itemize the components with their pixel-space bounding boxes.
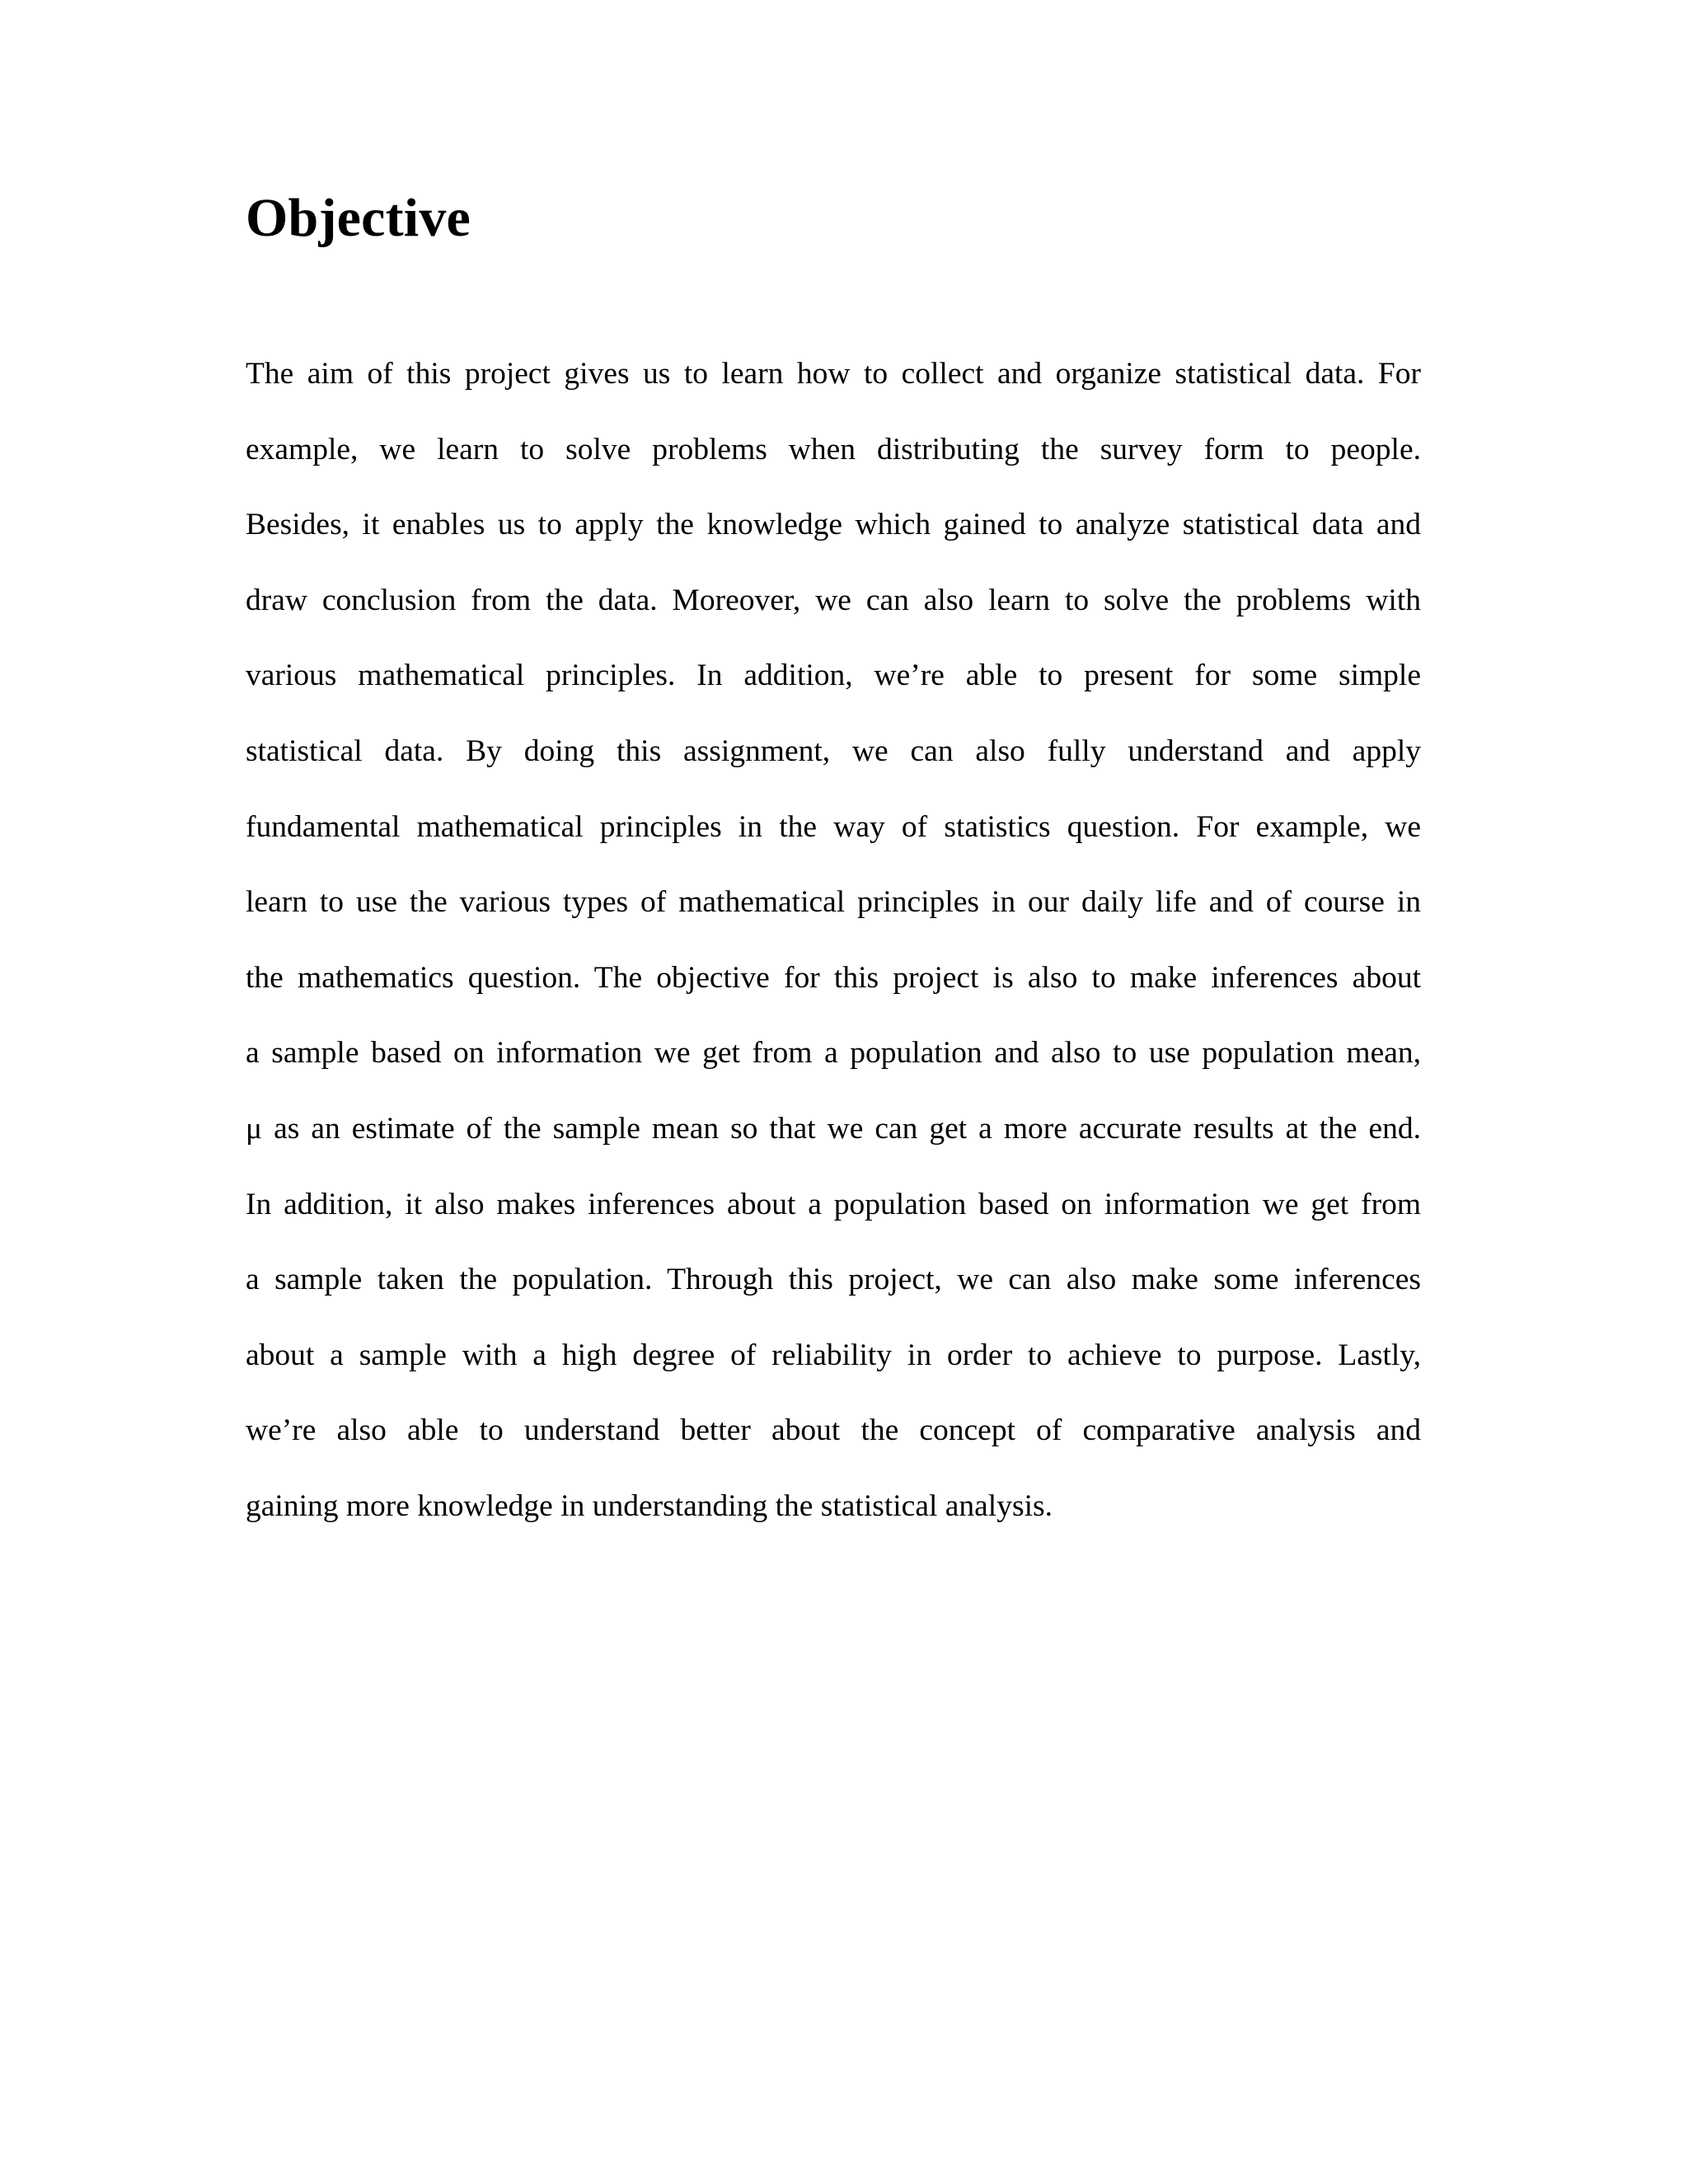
- objective-paragraph: [246, 344, 1421, 1553]
- paragraph-line: gaining more knowledge in understanding the statistical analysis.: [246, 1488, 1053, 1523]
- paragraph-line: μ as an estimate of the sample mean so that we can get a more accurate results at the end.: [246, 1111, 1421, 1146]
- paragraph-line: the mathematics question. The objective for this project is also to make inferences about: [246, 960, 1421, 995]
- paragraph-line: we’re also able to understand better about the concept of comparative analysis and: [246, 1413, 1421, 1448]
- paragraph-line: Besides, it enables us to apply the knowledge which gained to analyze statistical data and: [246, 508, 1421, 542]
- paragraph-line: a sample taken the population. Through this project, we can also make some inferences: [246, 1263, 1421, 1297]
- paragraph-line: draw conclusion from the data. Moreover, we can also learn to solve the problems with: [246, 583, 1421, 617]
- paragraph-line: fundamental mathematical principles in the way of statistics question. For example, we: [246, 809, 1421, 844]
- paragraph-line: various mathematical principles. In addition, we’re able to present for some simple: [246, 658, 1421, 693]
- paragraph-line: The aim of this project gives us to learn how to collect and organize statistical data. For: [246, 357, 1421, 391]
- paragraph-line: a sample based on information we get from a population and also to use population mean,: [246, 1036, 1421, 1071]
- paragraph-line: statistical data. By doing this assignment, we can also fully understand and apply: [246, 733, 1421, 768]
- paragraph-line: about a sample with a high degree of reliability in order to achieve to purpose. Lastly,: [246, 1338, 1421, 1372]
- page-title: Objective: [246, 188, 471, 248]
- paragraph-line: example, we learn to solve problems when distributing the survey form to people.: [246, 432, 1421, 466]
- paragraph-line: In addition, it also makes inferences about a population based on information we get from: [246, 1187, 1421, 1221]
- paragraph-line: learn to use the various types of mathematical principles in our daily life and of course in: [246, 885, 1421, 920]
